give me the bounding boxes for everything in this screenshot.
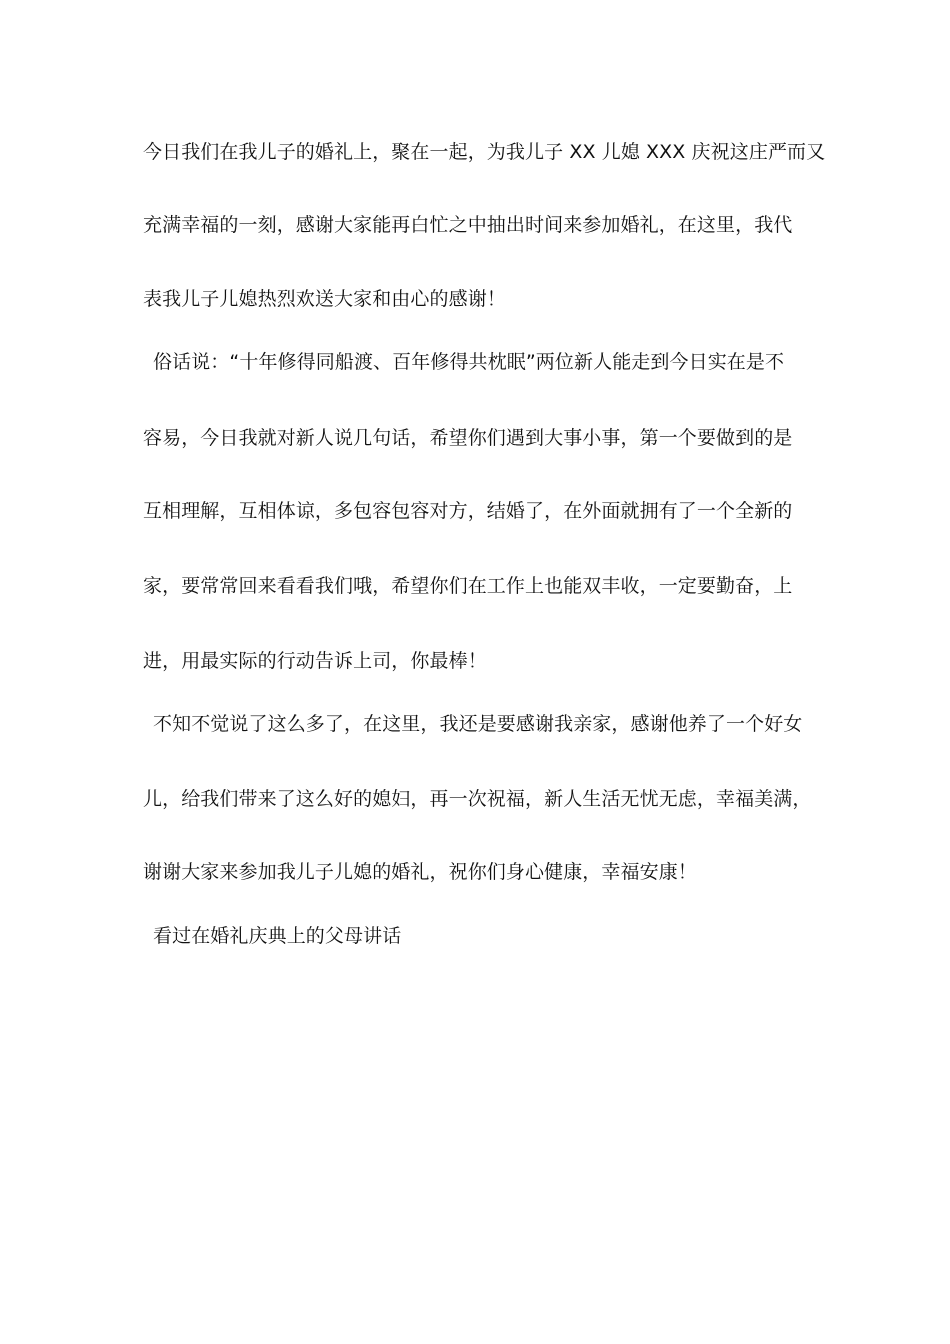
- paragraph-line-9: 不知不觉说了这么多了，在这里，我还是要感谢我亲家，感谢他养了一个好女: [153, 713, 803, 735]
- paragraph-line-3: 表我儿子儿媳热烈欢送大家和由心的感谢！: [143, 288, 506, 310]
- paragraph-line-10: 儿，给我们带来了这么好的媳妇，再一次祝福，新人生活无忧无虑，幸福美满，: [143, 788, 812, 810]
- paragraph-line-2: 充满幸福的一刻，感谢大家能再白忙之中抽出时间来参加婚礼，在这里，我代: [143, 214, 793, 236]
- paragraph-line-4: 俗话说：“十年修得同船渡、百年修得共枕眠”两位新人能走到今日实在是不: [153, 351, 785, 373]
- paragraph-line-1: 今日我们在我儿子的婚礼上，聚在一起，为我儿子 XX 儿媳 XXX 庆祝这庄严而又: [143, 141, 826, 163]
- paragraph-line-8: 进，用最实际的行动告诉上司，你最棒！: [143, 650, 487, 672]
- paragraph-line-7: 家，要常常回来看看我们哦，希望你们在工作上也能双丰收，一定要勤奋，上: [143, 575, 793, 597]
- paragraph-line-5: 容易，今日我就对新人说几句话，希望你们遇到大事小事，第一个要做到的是: [143, 427, 793, 449]
- paragraph-line-6: 互相理解，互相体谅，多包容包容对方，结婚了，在外面就拥有了一个全新的: [143, 500, 793, 522]
- related-link-text: 看过在婚礼庆典上的父母讲话: [153, 925, 402, 947]
- paragraph-line-11: 谢谢大家来参加我儿子儿媳的婚礼，祝你们身心健康，幸福安康！: [143, 861, 697, 883]
